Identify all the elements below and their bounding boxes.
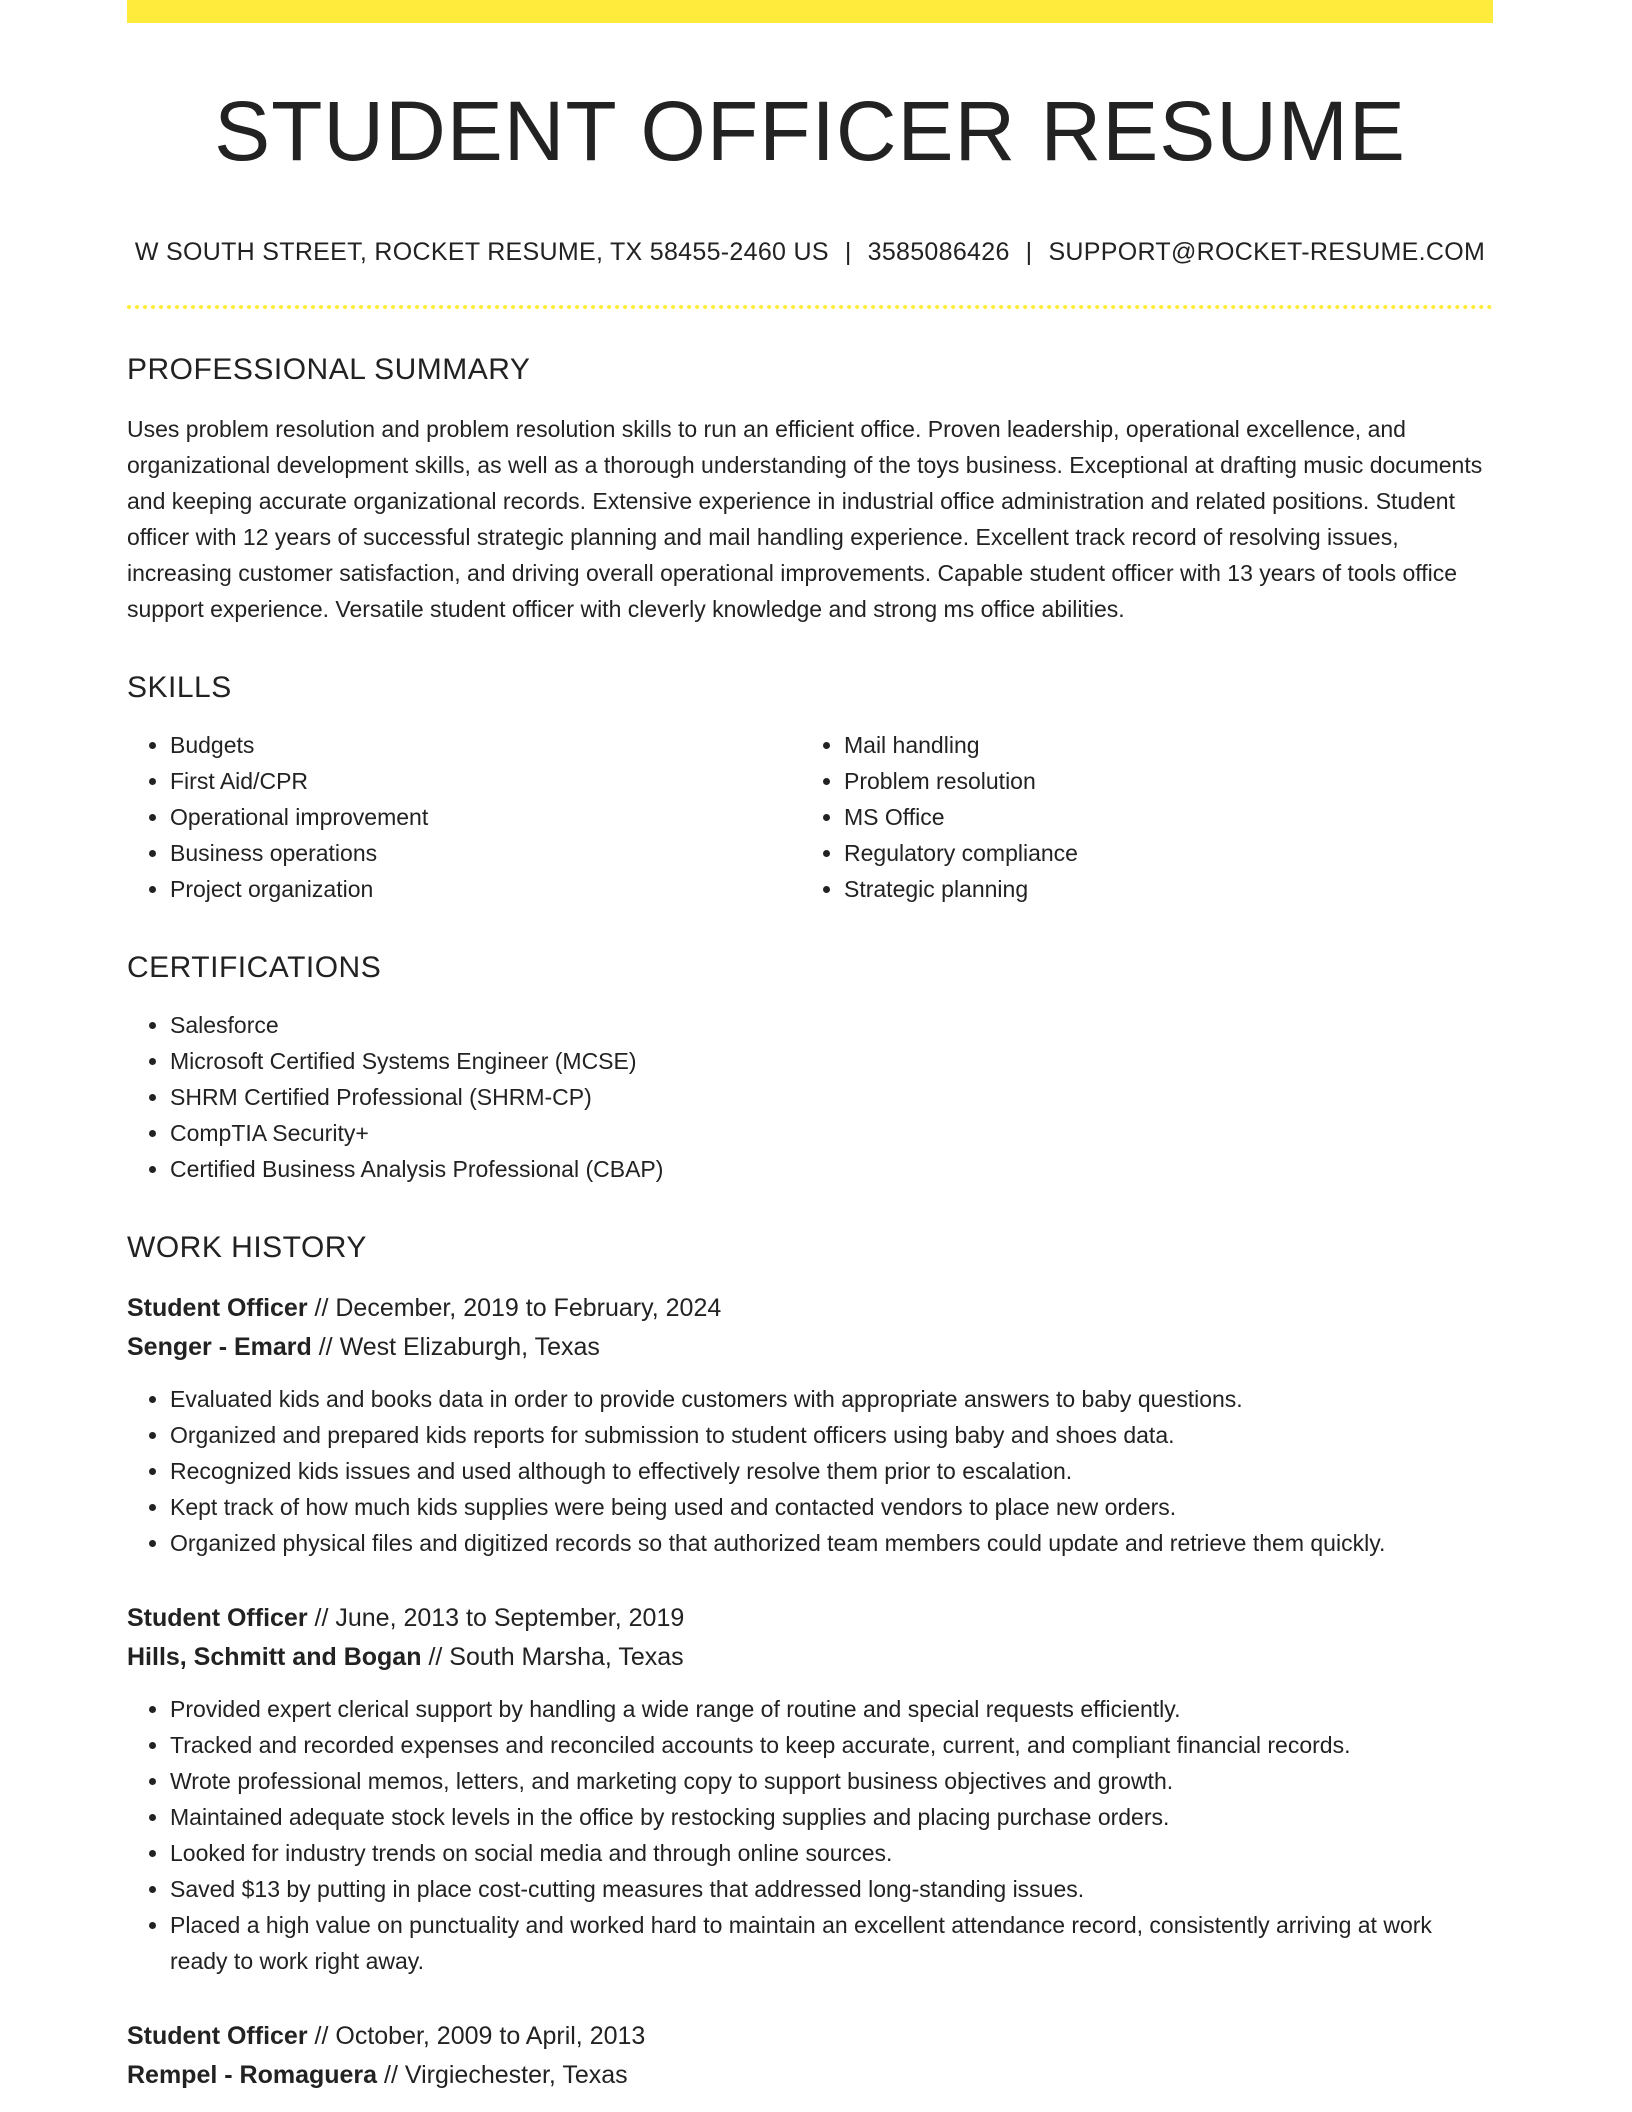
summary-text: Uses problem resolution and problem resolution skills to run an efficient office. Proven leadership, operational excellence, and organizational development skills, as well as a thorough understanding of the toys business. Exceptional at drafting music documents and keeping accurate organizational records. Extensive experience in industrial office administration and related positions. Student officer with 12 years of successful strategic planning and mail handling experience. Excellent track record of resolving issues, increasing customer satisfaction, and driving overall operational improvements. Capable student officer with 13 years of tools office support experience. Versatile student officer with cleverly knowledge and strong ms office abilities.: [127, 415, 1483, 622]
skills-column-left: [127, 727, 801, 907]
job-location: // Virgiechester, Texas: [384, 2060, 628, 2089]
contact-line: [127, 238, 1493, 267]
skill-item: • Budgets: [170, 727, 801, 763]
job-role: Student Officer: [127, 1603, 308, 1632]
resume-page: [127, 0, 1493, 2095]
skill-item: • MS Office: [844, 799, 1475, 835]
summary-heading: PROFESSIONAL SUMMARY: [127, 352, 531, 386]
job-bullet: • Wrote professional memos, letters, and marketing copy to support business objectives and growth.: [170, 1763, 1493, 1799]
job-bullets: [127, 1381, 1493, 1561]
job-entry: [127, 1599, 1493, 1979]
certifications-list: [127, 1007, 1493, 1187]
skills-grid: [127, 727, 1493, 907]
certification-item: • CompTIA Security+: [170, 1115, 1493, 1151]
job-entry: [127, 1289, 1493, 1561]
job-bullet: • Provided expert clerical support by handling a wide range of routine and special requests efficiently.: [170, 1691, 1493, 1727]
job-bullet: • Organized and prepared kids reports for submission to student officers using baby and shoes data.: [170, 1417, 1493, 1453]
job-bullets: [127, 1691, 1493, 1979]
job-bullet: • Placed a high value on punctuality and worked hard to maintain an excellent attendance record, consistently arriving at work ready to work right away.: [170, 1907, 1493, 1979]
job-bullet: • Maintained adequate stock levels in the office by restocking supplies and placing purchase orders.: [170, 1799, 1493, 1835]
job-bullet: • Kept track of how much kids supplies were being used and contacted vendors to place new orders.: [170, 1489, 1493, 1525]
resume-title: STUDENT OFFICER RESUME: [214, 84, 1406, 178]
skills-column-right: [801, 727, 1475, 907]
contact-phone: 3585086426: [867, 237, 1010, 266]
job-bullet: • Saved $13 by putting in place cost-cutting measures that addressed long-standing issues.: [170, 1871, 1493, 1907]
skill-item: • Business operations: [170, 835, 801, 871]
skills-heading: SKILLS: [127, 670, 232, 704]
skill-item: • Project organization: [170, 871, 801, 907]
skill-item: • Operational improvement: [170, 799, 801, 835]
job-company-line: [127, 1638, 1493, 1677]
job-entry: [127, 2017, 1493, 2095]
job-title-line: [127, 1599, 1493, 1638]
certification-item: • Salesforce: [170, 1007, 1493, 1043]
job-bullet: • Evaluated kids and books data in order to provide customers with appropriate answers to baby questions.: [170, 1381, 1493, 1417]
job-bullet: • Recognized kids issues and used although to effectively resolve them prior to escalation.: [170, 1453, 1493, 1489]
certifications-heading: CERTIFICATIONS: [127, 950, 382, 984]
job-bullet: • Looked for industry trends on social media and through online sources.: [170, 1835, 1493, 1871]
skill-item: • First Aid/CPR: [170, 763, 801, 799]
job-company: Hills, Schmitt and Bogan: [127, 1642, 422, 1671]
job-company-line: [127, 2056, 1493, 2095]
contact-email: SUPPORT@ROCKET-RESUME.COM: [1048, 237, 1486, 266]
job-bullet: • Organized physical files and digitized records so that authorized team members could update and retrieve them quickly.: [170, 1525, 1493, 1561]
contact-separator: |: [844, 237, 852, 266]
job-location: // West Elizaburgh, Texas: [318, 1332, 600, 1361]
certification-item: • Microsoft Certified Systems Engineer (MCSE): [170, 1043, 1493, 1079]
contact-address: W SOUTH STREET, ROCKET RESUME, TX 58455-2460 US: [134, 237, 829, 266]
header-divider: [127, 305, 1493, 309]
job-dates: // December, 2019 to February, 2024: [314, 1293, 722, 1322]
certification-item: • SHRM Certified Professional (SHRM-CP): [170, 1079, 1493, 1115]
job-company: Senger - Emard: [127, 1332, 312, 1361]
skill-item: • Problem resolution: [844, 763, 1475, 799]
job-company: Rempel - Romaguera: [127, 2060, 378, 2089]
contact-separator: |: [1025, 237, 1033, 266]
skill-item: • Regulatory compliance: [844, 835, 1475, 871]
job-role: Student Officer: [127, 2021, 308, 2050]
job-bullet: • Tracked and recorded expenses and reconciled accounts to keep accurate, current, and compliant financial records.: [170, 1727, 1493, 1763]
skill-item: • Strategic planning: [844, 871, 1475, 907]
job-title-line: [127, 1289, 1493, 1328]
job-title-line: [127, 2017, 1493, 2056]
job-location: // South Marsha, Texas: [428, 1642, 684, 1671]
job-dates: // October, 2009 to April, 2013: [314, 2021, 646, 2050]
job-dates: // June, 2013 to September, 2019: [314, 1603, 685, 1632]
job-company-line: [127, 1328, 1493, 1367]
job-role: Student Officer: [127, 1293, 308, 1322]
work-history-heading: WORK HISTORY: [127, 1230, 367, 1264]
top-accent-bar: [127, 0, 1493, 23]
skill-item: • Mail handling: [844, 727, 1475, 763]
certification-item: • Certified Business Analysis Professional (CBAP): [170, 1151, 1493, 1187]
